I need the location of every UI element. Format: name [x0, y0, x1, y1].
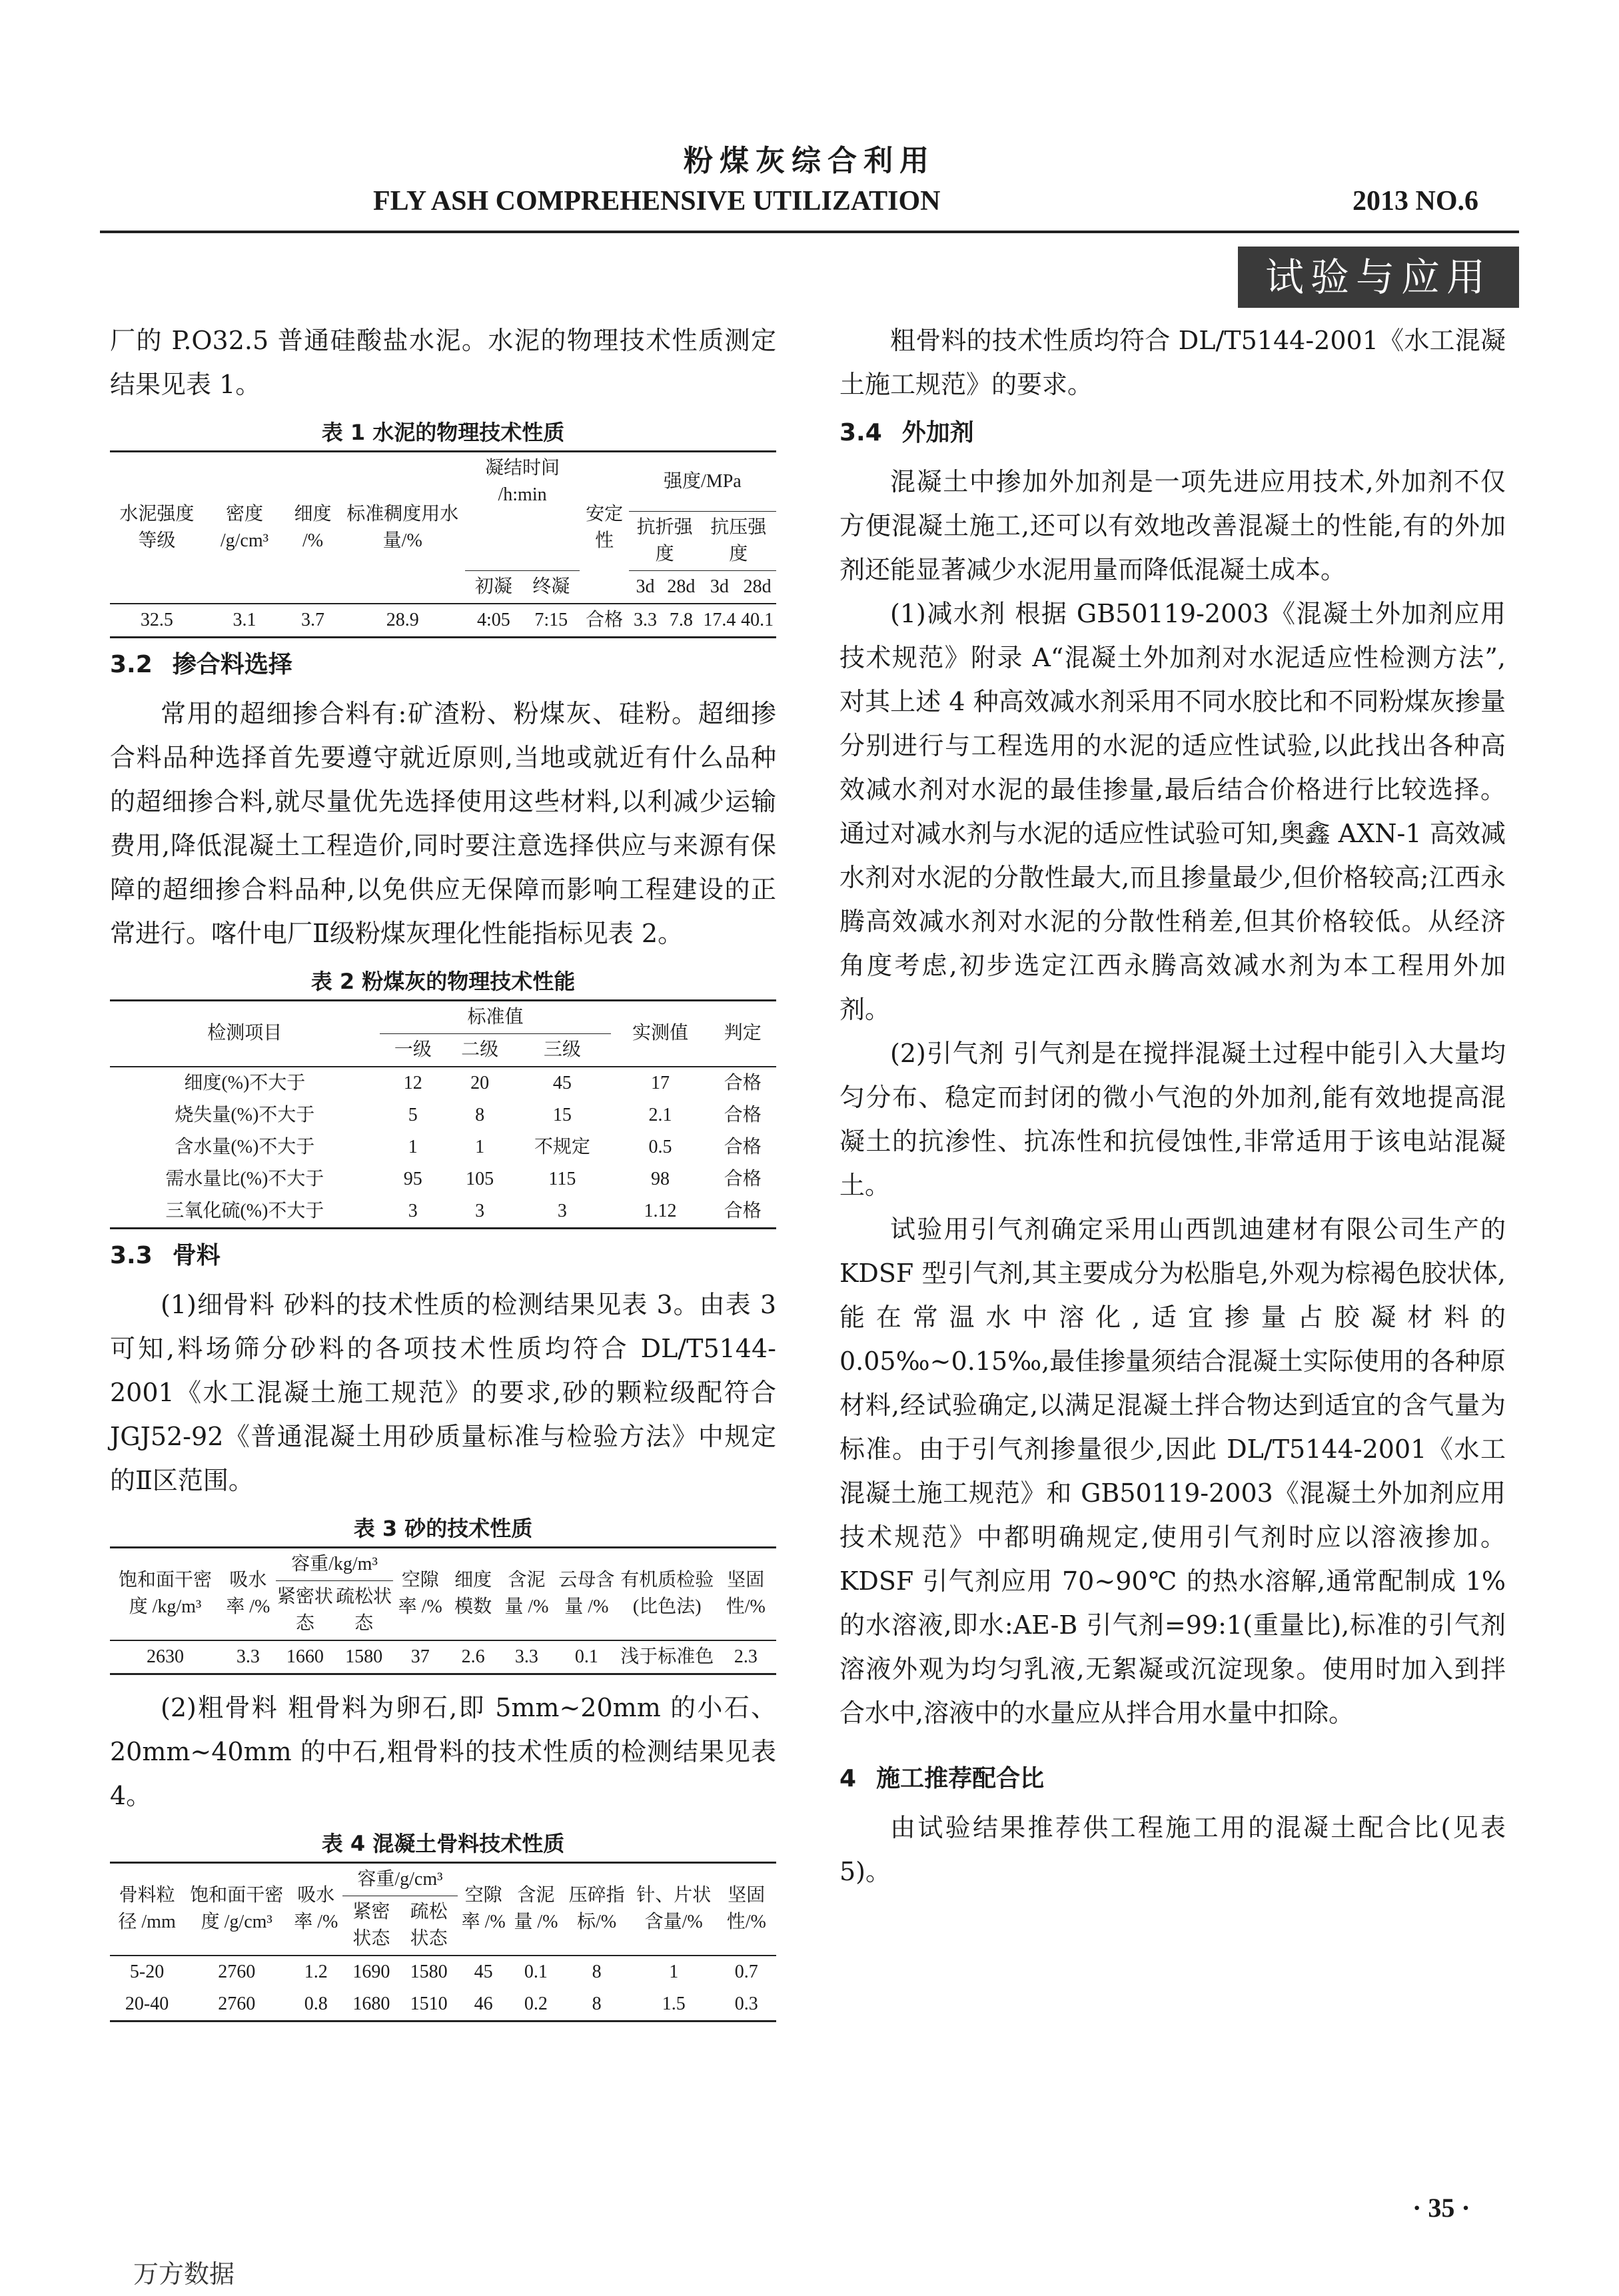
header-rule — [100, 231, 1519, 233]
table-cell: 3 — [513, 1195, 611, 1229]
table-cell: 7.8 — [662, 604, 700, 638]
col-header: 吸水率 /% — [289, 1862, 342, 1956]
table-cell: 3 — [380, 1195, 446, 1229]
table-cell: 115 — [548, 1168, 576, 1189]
col-header: 水泥强度等级 — [110, 452, 204, 604]
table-cell: 烧失量(%)不大于 — [175, 1104, 315, 1125]
table-cell: 3 — [446, 1195, 513, 1229]
section-number: 3.3 — [110, 1241, 153, 1269]
col-header: 实测值 — [611, 1000, 709, 1067]
table-3-caption: 表 3 砂的技术性质 — [353, 1515, 533, 1541]
table-3 — [110, 1546, 776, 1675]
col-header: 疏松状态 — [336, 1586, 392, 1634]
table-cell: 含水量(%)不大于 — [175, 1136, 315, 1157]
table-cell: 三氧化硫(%)不大于 — [110, 1195, 380, 1229]
table-cell: 40.1 — [738, 604, 776, 638]
col-header: 细度模数 — [447, 1547, 499, 1640]
table-cell: 2760 — [184, 1988, 289, 2021]
section-number: 4 — [839, 1765, 857, 1792]
table-cell: 3.3 — [499, 1640, 554, 1674]
col-header: 紧密状态 — [276, 1586, 333, 1634]
table-1-caption: 表 1 水泥的物理技术性质 — [321, 420, 565, 445]
table-row — [110, 1131, 776, 1163]
table-2-caption: 表 2 粉煤灰的物理技术性能 — [310, 968, 576, 994]
table-cell: 合格 — [580, 604, 628, 638]
col-header: 3d — [710, 576, 729, 597]
table-row — [110, 1988, 776, 2021]
col-header: 云母含量 /% — [554, 1547, 619, 1640]
table-cell: 1 — [631, 1956, 717, 1988]
col-header: 坚固性/% — [716, 1547, 776, 1640]
col-header: 针、片状含量/% — [631, 1862, 717, 1956]
page-number: · 35 · — [1412, 2193, 1470, 2223]
col-header: 饱和面干密度 /kg/m³ — [110, 1547, 221, 1640]
table-cell: 17 — [611, 1067, 709, 1099]
table-cell: 2.6 — [447, 1640, 499, 1674]
table-1 — [110, 450, 776, 638]
watermark: 万方数据 — [133, 2259, 235, 2289]
table-cell: 1680 — [342, 1988, 400, 2021]
table-row — [110, 1195, 776, 1229]
table-cell: 20 — [446, 1067, 513, 1099]
paragraph: (2)引气剂 引气剂是在搅拌混凝土过程中能引入大量均匀分布、稳定而封闭的微小气泡的外加剂,能有效地提高混凝土的抗渗性、抗冻性和抗侵蚀性,非常适用于该电站混凝土。 — [839, 1039, 1506, 1200]
col-header: 压碎指标/% — [562, 1862, 630, 1956]
section-number: 3.4 — [839, 419, 882, 446]
col-header: 容重/kg/m³ — [276, 1547, 393, 1580]
table-cell: 1 — [475, 1136, 485, 1157]
table-4-caption: 表 4 混凝土骨料技术性质 — [321, 1830, 565, 1856]
col-header: 28d — [743, 576, 772, 597]
table-cell: 2630 — [110, 1640, 221, 1674]
table-cell: 1.2 — [289, 1956, 342, 1988]
table-cell: 1580 — [400, 1956, 457, 1988]
col-header: 吸水率 /% — [221, 1547, 276, 1640]
col-header: 终凝 — [532, 576, 570, 597]
paragraph: (2)粗骨料 粗骨料为卵石,即 5mm~20mm 的小石、20mm~40mm 的中石,粗骨料的技术性质的检测结果见表 4。 — [110, 1692, 776, 1810]
paragraph: 试验用引气剂确定采用山西凯迪建材有限公司生产的 KDSF 型引气剂,其主要成分为松脂皂,外观为棕褐色胶状体,能在常温水中溶化,适宜掺量占胶凝材料的 0.05‰~0.15‰,最佳掺量须结合混凝土实际使用的各种原材料,经试验确定,以满足混凝土拌合物达到适宜的含气量为标准。由于引气剂掺量很少,因此 DL/T5144-2001《水工混凝土施工规范》和 GB50119-2003《混凝土外加剂应用技术规范》中都明确规定,使用引气剂时应以溶液掺加。KDSF 引气剂应用 70~90℃ 的热水溶解,通常配制成 1% 的水溶液,即水:AE-B 引气剂=99:1(重量比),标准的引气剂溶液外观为均匀乳液,无絮凝或沉淀现象。使用时加入到拌合水中,溶液中的水量应从拌合用水量中扣除。 — [839, 1215, 1506, 1728]
paragraph: 常用的超细掺合料有:矿渣粉、粉煤灰、硅粉。超细掺合料品种选择首先要遵守就近原则,当地或就近有什么品种的超细掺合料,就尽量优先选择使用这些材料,以利减少运输费用,降低混凝土工程造价,同时要注意选择供应与来源有保障的超细掺合料品种,以免供应无保障而影响工程建设的正常进行。喀什电厂Ⅱ级粉煤灰理化性能指标见表 2。 — [110, 698, 776, 948]
table-cell: 不规定 — [534, 1136, 590, 1157]
col-header: 紧密状态 — [352, 1901, 390, 1949]
right-column — [839, 318, 1506, 1894]
col-header: 含泥量 /% — [510, 1862, 563, 1956]
table-cell: 浅于标准色 — [619, 1640, 716, 1674]
col-header: 二级 — [461, 1039, 499, 1060]
table-cell: 105 — [466, 1168, 494, 1189]
table-row — [110, 1067, 776, 1099]
col-header: 安定性 — [580, 452, 628, 604]
journal-title-cn: 粉煤灰综合利用 — [684, 144, 935, 178]
table-cell: 1660 — [276, 1640, 334, 1674]
col-header: 饱和面干密度 /g/cm³ — [184, 1862, 289, 1956]
paragraph: 粗骨料的技术性质均符合 DL/T5144-2001《水工混凝土施工规范》的要求。 — [839, 326, 1506, 399]
table-cell: 合格 — [710, 1067, 776, 1099]
paragraph: 厂的 P.O32.5 普通硅酸盐水泥。水泥的物理技术性质测定结果见表 1。 — [110, 326, 776, 399]
section-title: 掺合料选择 — [172, 650, 292, 678]
table-cell: 32.5 — [110, 604, 204, 638]
table-row — [110, 1956, 776, 1988]
col-header: 疏松状态 — [410, 1901, 448, 1949]
col-header: 28d — [667, 576, 696, 597]
table-cell: 1510 — [400, 1988, 457, 2021]
col-header: 空隙率 /% — [393, 1547, 447, 1640]
col-header: 空隙率 /% — [458, 1862, 510, 1956]
col-header: 判定 — [710, 1000, 776, 1067]
table-cell: 合格 — [724, 1104, 762, 1125]
section-heading-3-3 — [110, 1236, 776, 1276]
table-cell: 45 — [513, 1067, 611, 1099]
table-row — [110, 1099, 776, 1131]
table-cell: 合格 — [710, 1195, 776, 1229]
col-header: 容重/g/cm³ — [342, 1862, 458, 1896]
table-cell: 细度(%)不大于 — [110, 1067, 380, 1099]
table-cell: 3.1 — [204, 604, 286, 638]
table-cell: 1690 — [342, 1956, 400, 1988]
col-header: 密度 /g/cm³ — [204, 452, 286, 604]
table-cell: 0.5 — [648, 1136, 672, 1157]
col-header: 抗压强度 — [701, 511, 776, 570]
table-cell: 45 — [458, 1956, 510, 1988]
col-header: 细度 /% — [285, 452, 340, 604]
section-heading-3-2 — [110, 645, 776, 685]
table-cell: 2.1 — [648, 1104, 672, 1125]
table-cell: 1580 — [334, 1640, 393, 1674]
section-title: 骨料 — [172, 1241, 221, 1269]
table-cell: 0.2 — [510, 1988, 563, 2021]
col-header: 3d — [636, 576, 655, 597]
col-header: 坚固性/% — [717, 1862, 776, 1956]
col-header: 检测项目 — [110, 1000, 380, 1067]
table-row — [110, 1640, 776, 1674]
paragraph: 混凝土中掺加外加剂是一项先进应用技术,外加剂不仅方便混凝土施工,还可以有效地改善混凝土的性能,有的外加剂还能显著减少水泥用量而降低混凝土成本。 — [839, 467, 1506, 584]
section-heading-4 — [839, 1759, 1506, 1799]
table-cell: 0.8 — [289, 1988, 342, 2021]
col-header: 初凝 — [474, 576, 512, 597]
table-cell: 需水量比(%)不大于 — [165, 1168, 324, 1189]
table-cell: 5 — [408, 1104, 418, 1125]
table-cell: 12 — [380, 1067, 446, 1099]
paragraph: (1)减水剂 根据 GB50119-2003《混凝土外加剂应用技术规范》附录 A“混凝土外加剂对水泥适应性检测方法”,对其上述 4 种高效减水剂采用不同水胶比和不同粉煤灰掺量分别进行与工程选用的水泥的适应性试验,以此找出各种高效减水剂对水泥的最佳掺量,最后结合价格进行比较选择。通过对减水剂与水泥的适应性试验可知,奥鑫 AXN-1 高效减水剂对水泥的分散性最大,而且掺量最少,但价格较高;江西永腾高效减水剂对水泥的分散性稍差,但其价格较低。从经济角度考虑,初步选定江西永腾高效减水剂为本工程用外加剂。 — [839, 599, 1506, 1024]
table-cell: 95 — [403, 1168, 422, 1189]
table-cell: 1.12 — [611, 1195, 709, 1229]
paragraph: (1)细骨料 砂料的技术性质的检测结果见表 3。由表 3 可知,料场筛分砂料的各项技术性质均符合 DL/T5144-2001《水工混凝土施工规范》的要求,砂的颗粒级配符合 JGJ52-92《普通混凝土用砂质量标准与检验方法》中规定的Ⅱ区范围。 — [110, 1289, 776, 1495]
table-cell: 28.9 — [340, 604, 465, 638]
table-cell: 3.3 — [629, 604, 662, 638]
table-cell: 合格 — [724, 1168, 762, 1189]
table-cell: 4:05 — [465, 604, 522, 638]
table-2 — [110, 999, 776, 1229]
col-header: 标准稠度用水量/% — [340, 452, 465, 604]
table-cell: 8 — [562, 1956, 630, 1988]
table-row — [110, 604, 776, 638]
col-header: 凝结时间 /h:min — [465, 452, 580, 512]
section-heading-3-4 — [839, 413, 1506, 453]
table-cell: 3.3 — [221, 1640, 276, 1674]
table-cell: 20-40 — [110, 1988, 184, 2021]
table-cell: 37 — [393, 1640, 447, 1674]
table-cell: 2.3 — [716, 1640, 776, 1674]
table-cell: 0.1 — [510, 1956, 563, 1988]
section-title: 外加剂 — [901, 419, 974, 446]
section-number: 3.2 — [110, 650, 153, 678]
col-header — [465, 511, 580, 570]
table-cell: 8 — [475, 1104, 485, 1125]
table-cell: 7:15 — [522, 604, 580, 638]
table-cell: 1.5 — [631, 1988, 717, 2021]
table-cell: 1 — [408, 1136, 418, 1157]
col-header: 骨料粒径 /mm — [110, 1862, 184, 1956]
table-cell: 合格 — [724, 1136, 762, 1157]
table-row — [110, 1163, 776, 1195]
table-cell: 0.3 — [717, 1988, 776, 2021]
section-badge: 试验与应用 — [1238, 247, 1519, 308]
table-4 — [110, 1862, 776, 2022]
col-header: 标准值 — [380, 1000, 612, 1033]
table-cell: 98 — [651, 1168, 670, 1189]
col-header: 一级 — [394, 1039, 432, 1060]
col-header: 强度/MPa — [629, 452, 776, 512]
journal-title-en: FLY ASH COMPREHENSIVE UTILIZATION — [373, 186, 941, 217]
table-cell: 0.1 — [554, 1640, 619, 1674]
table-cell: 3.7 — [285, 604, 340, 638]
paragraph: 由试验结果推荐供工程施工用的混凝土配合比(见表 5)。 — [839, 1813, 1506, 1886]
col-header: 抗折强度 — [629, 511, 701, 570]
section-title: 施工推荐配合比 — [876, 1765, 1045, 1792]
table-cell: 46 — [458, 1988, 510, 2021]
table-cell: 5-20 — [110, 1956, 184, 1988]
table-cell: 15 — [552, 1104, 572, 1125]
issue-number: 2013 NO.6 — [1352, 186, 1478, 217]
col-header: 含泥量 /% — [499, 1547, 554, 1640]
left-column — [110, 318, 776, 2022]
table-cell: 0.7 — [717, 1956, 776, 1988]
table-cell: 8 — [562, 1988, 630, 2021]
table-cell: 2760 — [184, 1956, 289, 1988]
col-header: 有机质检验(比色法) — [619, 1547, 716, 1640]
table-cell: 17.4 — [701, 604, 739, 638]
col-header: 三级 — [543, 1039, 581, 1060]
